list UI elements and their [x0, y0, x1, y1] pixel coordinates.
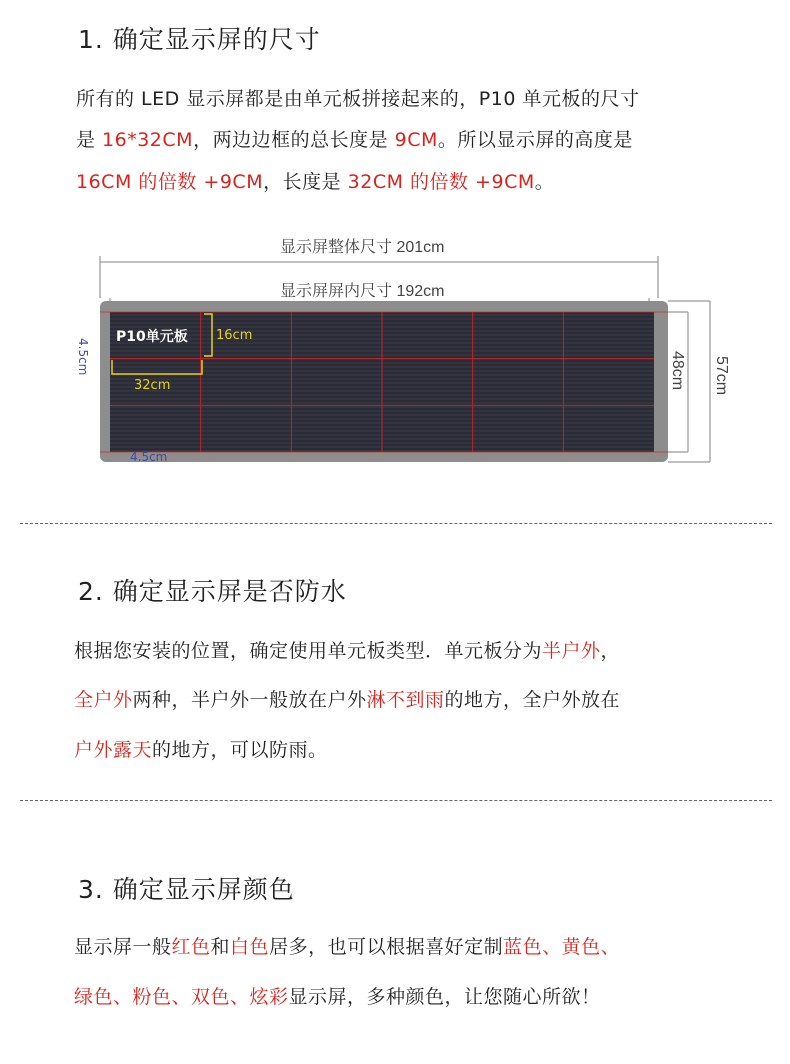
total-width-label: 显示屏整体尺寸 201cm	[280, 239, 445, 256]
total-height-label: 57cm	[713, 356, 730, 396]
highlight-text: 半户外	[542, 640, 601, 662]
module-height-label: 16cm	[216, 328, 253, 343]
inner-width-label: 显示屏屏内尺寸 192cm	[280, 283, 445, 300]
section-divider-2	[20, 800, 772, 801]
highlight-text: 9CM	[394, 129, 438, 151]
section-2-line-2	[74, 685, 620, 712]
highlight-text: 全户外	[74, 689, 133, 711]
module-label: P10单元板	[116, 329, 188, 345]
highlight-text: 16*32CM	[102, 129, 194, 151]
body-text: 的地方，可以防雨。	[152, 739, 328, 761]
body-text: 两种，半户外一般放在户外	[132, 689, 367, 711]
highlight-text: 32CM 的倍数 +9CM	[347, 171, 535, 193]
highlight-text: 户外露天	[74, 739, 153, 761]
body-text: 。所以显示屏的高度是	[437, 129, 633, 151]
highlight-text: 16CM 的倍数 +9CM	[76, 171, 264, 193]
section-2-title: 2. 确定显示屏是否防水	[78, 577, 347, 606]
body-text: 所有的 LED 显示屏都是由单元板拼接起来的，P10 单元板的尺寸	[76, 88, 640, 110]
inner-height-label: 48cm	[669, 351, 686, 391]
body-text: 根据您安装的位置，确定使用单元板类型．单元板分为	[74, 640, 543, 662]
section-3-line-2	[74, 982, 601, 1009]
body-text: ，两边边框的总长度是	[193, 129, 395, 151]
highlight-text: 红色	[171, 936, 211, 958]
led-size-diagram	[96, 228, 736, 472]
highlight-text: 白色	[230, 936, 270, 958]
module-width-label: 32cm	[134, 378, 171, 393]
body-text: ，长度是	[263, 171, 348, 193]
body-text: 显示屏一般	[74, 936, 172, 958]
section-2-line-1	[74, 636, 620, 663]
body-text: 是	[76, 129, 103, 151]
highlight-text: 淋不到雨	[366, 689, 445, 711]
body-text: 和	[210, 936, 231, 958]
section-1-title: 1. 确定显示屏的尺寸	[78, 25, 321, 54]
body-text: 的地方，全户外放在	[444, 689, 621, 711]
section-1-line-1	[76, 84, 639, 111]
body-text: 。	[534, 171, 555, 193]
section-1-line-3	[76, 167, 554, 194]
section-3-title: 3. 确定显示屏颜色	[78, 875, 295, 904]
highlight-text: 蓝色、黄色、	[503, 936, 621, 958]
body-text: 显示屏，多种颜色，让您随心所欲！	[288, 986, 601, 1008]
body-text: ，	[600, 640, 621, 662]
body-text: 居多，也可以根据喜好定制	[269, 936, 504, 958]
section-divider-1	[20, 523, 772, 524]
section-1-line-2	[76, 125, 633, 152]
highlight-text: 绿色、粉色、双色、炫彩	[74, 986, 289, 1008]
border-left-label: 4.5cm	[76, 338, 90, 376]
section-3-line-1	[74, 932, 620, 959]
border-bottom-label: 4.5cm	[130, 450, 168, 464]
section-2-line-3	[74, 735, 328, 762]
